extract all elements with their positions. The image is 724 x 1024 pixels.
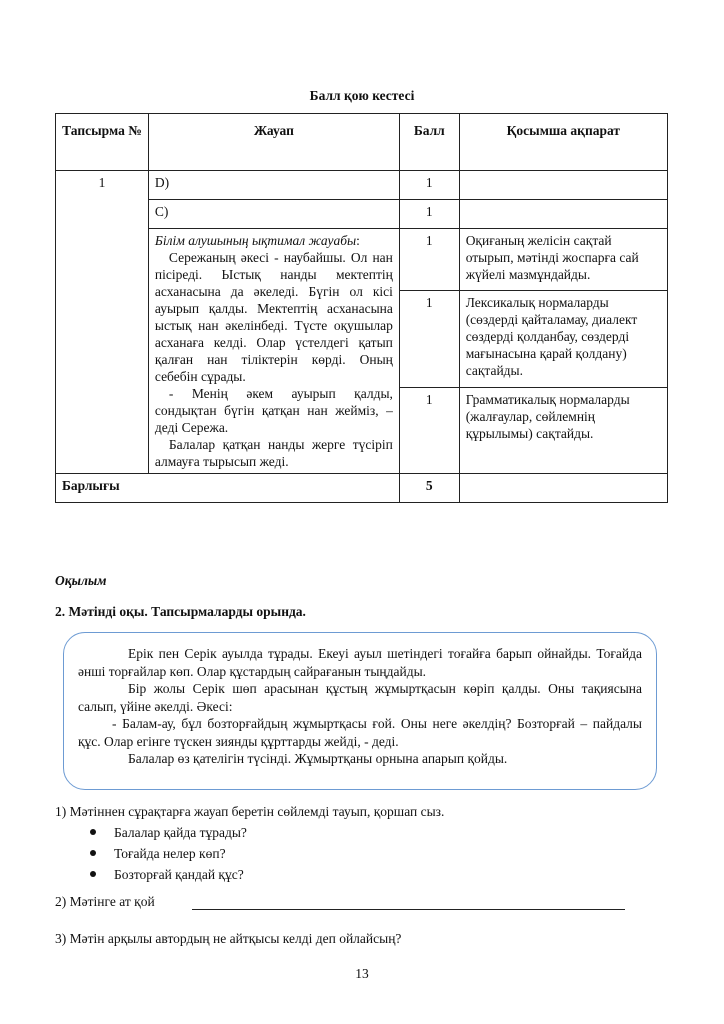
- expected-answer-lead: Білім алушының ықтимал жауабы:: [154, 233, 360, 248]
- criteria-info-cell: Грамматикалық нормаларды (жалғаулар, сөйлемнің құрылымы) сақтайды.: [459, 388, 667, 474]
- header-task: Тапсырма №: [56, 114, 149, 171]
- list-item: Балалар қайда тұрады?: [90, 822, 247, 843]
- question-1: 1) Мәтіннен сұрақтарға жауап беретін сөйлемді тауып, қоршап сыз.: [55, 804, 445, 819]
- reading-paragraph: Ерік пен Серік ауылда тұрады. Екеуі ауыл шетіндегі тоғайға барып ойнайды. Тоғайда әнші торғайлар көп. Олар құстардың сайрағанын тыңдайды.: [78, 646, 642, 679]
- expected-answer-paragraph: Сережаның әкесі - наубайшы. Ол нан пісіреді. Ыстық нанды мектептің асханасына да әкеледі. Бүгін ол кісі ауырып қалды. Мектептің асханасына ыстық нан әкелінбеді. Түсте оқушылар асханаға келді. Олар үстелдегі қатып қалған нан тіліктерін көрді. Оның себебін сұрады.: [154, 250, 393, 384]
- page-number: 13: [355, 966, 369, 981]
- answer-cell: D): [148, 171, 399, 200]
- scoring-table: [55, 113, 668, 503]
- reading-text-box: [63, 632, 657, 790]
- answer-cell: C): [148, 200, 399, 229]
- expected-answer-paragraph: Балалар қатқан нанды жерге түсіріп алмауға тырысып жеді.: [154, 437, 393, 469]
- expected-answer-paragraph: - Менің әкем ауырып қалды, сондықтан бүгін қатқан нан жейміз, – деді Сережа.: [154, 386, 393, 435]
- total-label: Барлығы: [56, 474, 400, 503]
- reading-paragraph: Балалар өз қателігін түсінді. Жұмыртқаны орнына апарып қойды.: [128, 751, 508, 766]
- bullet-icon: [90, 829, 96, 835]
- info-cell: [459, 171, 667, 200]
- question-2: [55, 894, 155, 910]
- task-number-cell: 1: [56, 171, 149, 474]
- bullet-icon: [90, 850, 96, 856]
- header-answer: Жауап: [148, 114, 399, 171]
- table-header-row: [56, 114, 668, 171]
- score-cell: 1: [399, 171, 459, 200]
- question-1-list: [90, 822, 247, 885]
- header-score: Балл: [399, 114, 459, 171]
- score-cell: 1: [399, 388, 459, 474]
- score-cell: 1: [399, 291, 459, 388]
- list-item: Бозторғай қандай құс?: [90, 864, 247, 885]
- info-cell: [459, 200, 667, 229]
- table-title: Балл қою кестесі: [309, 88, 415, 103]
- answer-line: [192, 909, 625, 910]
- reading-paragraph: - Балам-ау, бұл бозторғайдың жұмыртқасы ғой. Оны неге әкелдің? Бозторғай – пайдалы құс. Олар егінге түскен зиянды құрттарды жейді, - деді.: [78, 716, 642, 749]
- bullet-icon: [90, 871, 96, 877]
- task-heading: 2. Мәтінді оқы. Тапсырмаларды орында.: [55, 604, 306, 619]
- score-cell: 1: [399, 200, 459, 229]
- score-cell: 1: [399, 229, 459, 291]
- criteria-info-cell: Лексикалық нормаларды (сөздерді қайталамау, диалект сөздерді қолданбау, сөздерді мағынасына қарай қолдану) сақтайды.: [459, 291, 667, 388]
- total-score: 5: [399, 474, 459, 503]
- total-row: [56, 474, 668, 503]
- reading-paragraph: Бір жолы Серік шөп арасынан құстың жұмыртқасын көріп қалды. Оны тақиясына салып, үйіне әкелді. Әкесі:: [78, 681, 642, 714]
- header-info: Қосымша ақпарат: [459, 114, 667, 171]
- list-item: Тоғайда нелер көп?: [90, 843, 247, 864]
- info-cell: [459, 474, 667, 503]
- table-row: [56, 171, 668, 200]
- question-2-text: 2) Мәтінге ат қой: [55, 894, 155, 909]
- criteria-info-cell: Оқиғаның желісін сақтай отырып, мәтінді жоспарға сай жүйелі мазмұндайды.: [459, 229, 667, 291]
- expected-answer-cell: [148, 229, 399, 474]
- question-3: 3) Мәтін арқылы автордың не айтқысы келді деп ойлайсың?: [55, 931, 402, 946]
- section-label: Оқылым: [55, 573, 107, 588]
